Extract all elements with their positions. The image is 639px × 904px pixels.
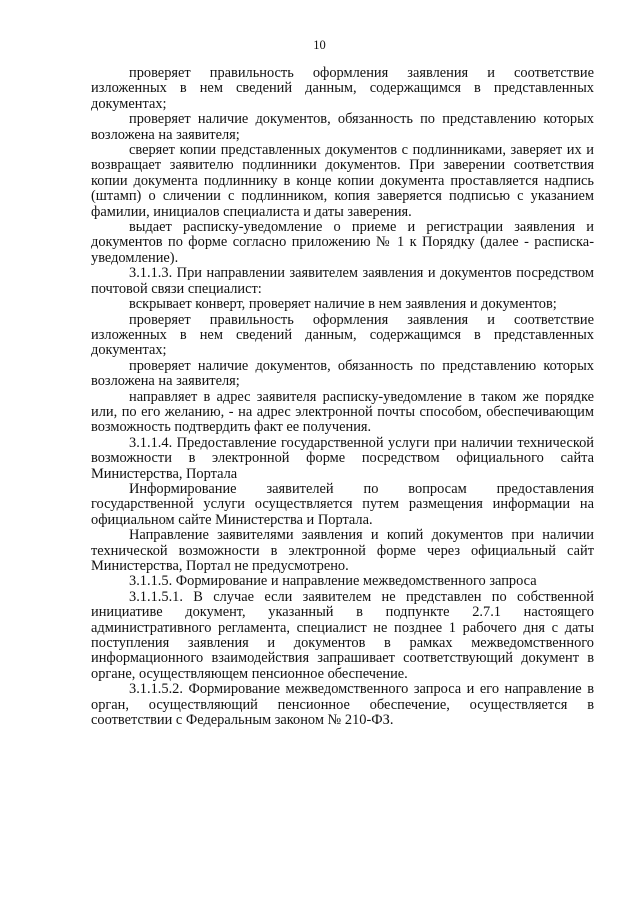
paragraph: проверяет правильность оформления заявления и соответствие изложенных в нем сведений данным, содержащимся в представленных документах; (91, 311, 594, 359)
page-number: 10 (313, 38, 326, 52)
paragraph: проверяет наличие документов, обязанность по представлению которых возложена на заявителя; (91, 111, 594, 143)
paragraph: направляет в адрес заявителя расписку-уведомление в таком же порядке или, по его желанию, - на адрес электронной почты способом, обеспечивающим возможность подтвердить факт ее получения. (91, 388, 594, 436)
section-paragraph: 3.1.1.5. Формирование и направление межведомственного запроса (129, 573, 537, 590)
paragraph: выдает расписку-уведомление о приеме и регистрации заявления и документов по форме согласно приложению № 1 к Порядку (далее - расписка-уведомление). (91, 219, 594, 266)
paragraph: сверяет копии представленных документов с подлинниками, заверяет их и возвращает заявителю подлинники документов. При заверении соответствия копии документа подлиннику в конце копии документа проставляется надпись (штамп) о сличении с подлинником, копия заверяется подписью с указанием фамилии, инициалов специалиста и даты заверения. (91, 142, 594, 220)
paragraph: Информирование заявителей по вопросам предоставления государственной услуги осуществляется путем размещения информации на официальном сайте Министерства и Портала. (91, 480, 594, 528)
paragraph: проверяет правильность оформления заявления и соответствие изложенных в нем сведений данным, содержащимся в представленных документах; (91, 65, 594, 112)
section-paragraph: 3.1.1.5.2. Формирование межведомственного запроса и его направление в орган, осуществляющий пенсионное обеспечение, осуществляется в соответствии с Федеральным законом № 210-ФЗ. (91, 681, 594, 729)
section-paragraph: 3.1.1.4. Предоставление государственной услуги при наличии технической возможности в электронной форме посредством официального сайта Министерства, Портала (91, 434, 594, 482)
body-text (91, 66, 594, 728)
section-paragraph: 3.1.1.3. При направлении заявителем заявления и документов посредством почтовой связи специалист: (91, 265, 594, 297)
section-paragraph: 3.1.1.5.1. В случае если заявителем не представлен по собственной инициативе документ, указанный в подпункте 2.7.1 настоящего административного регламента, специалист не позднее 1 рабочего дня с даты поступления заявления и документов в рамках межведомственного информационного взаимодействия запрашивает соответствующий документ в органе, осуществляющем пенсионное обеспечение. (91, 588, 594, 682)
paragraph: Направление заявителями заявления и копий документов при наличии технической возможности в электронной форме через официальный сайт Министерства, Портал не предусмотрено. (91, 527, 594, 574)
paragraph: проверяет наличие документов, обязанность по представлению которых возложена на заявителя; (91, 357, 594, 390)
paragraph: вскрывает конверт, проверяет наличие в нем заявления и документов; (129, 296, 557, 313)
